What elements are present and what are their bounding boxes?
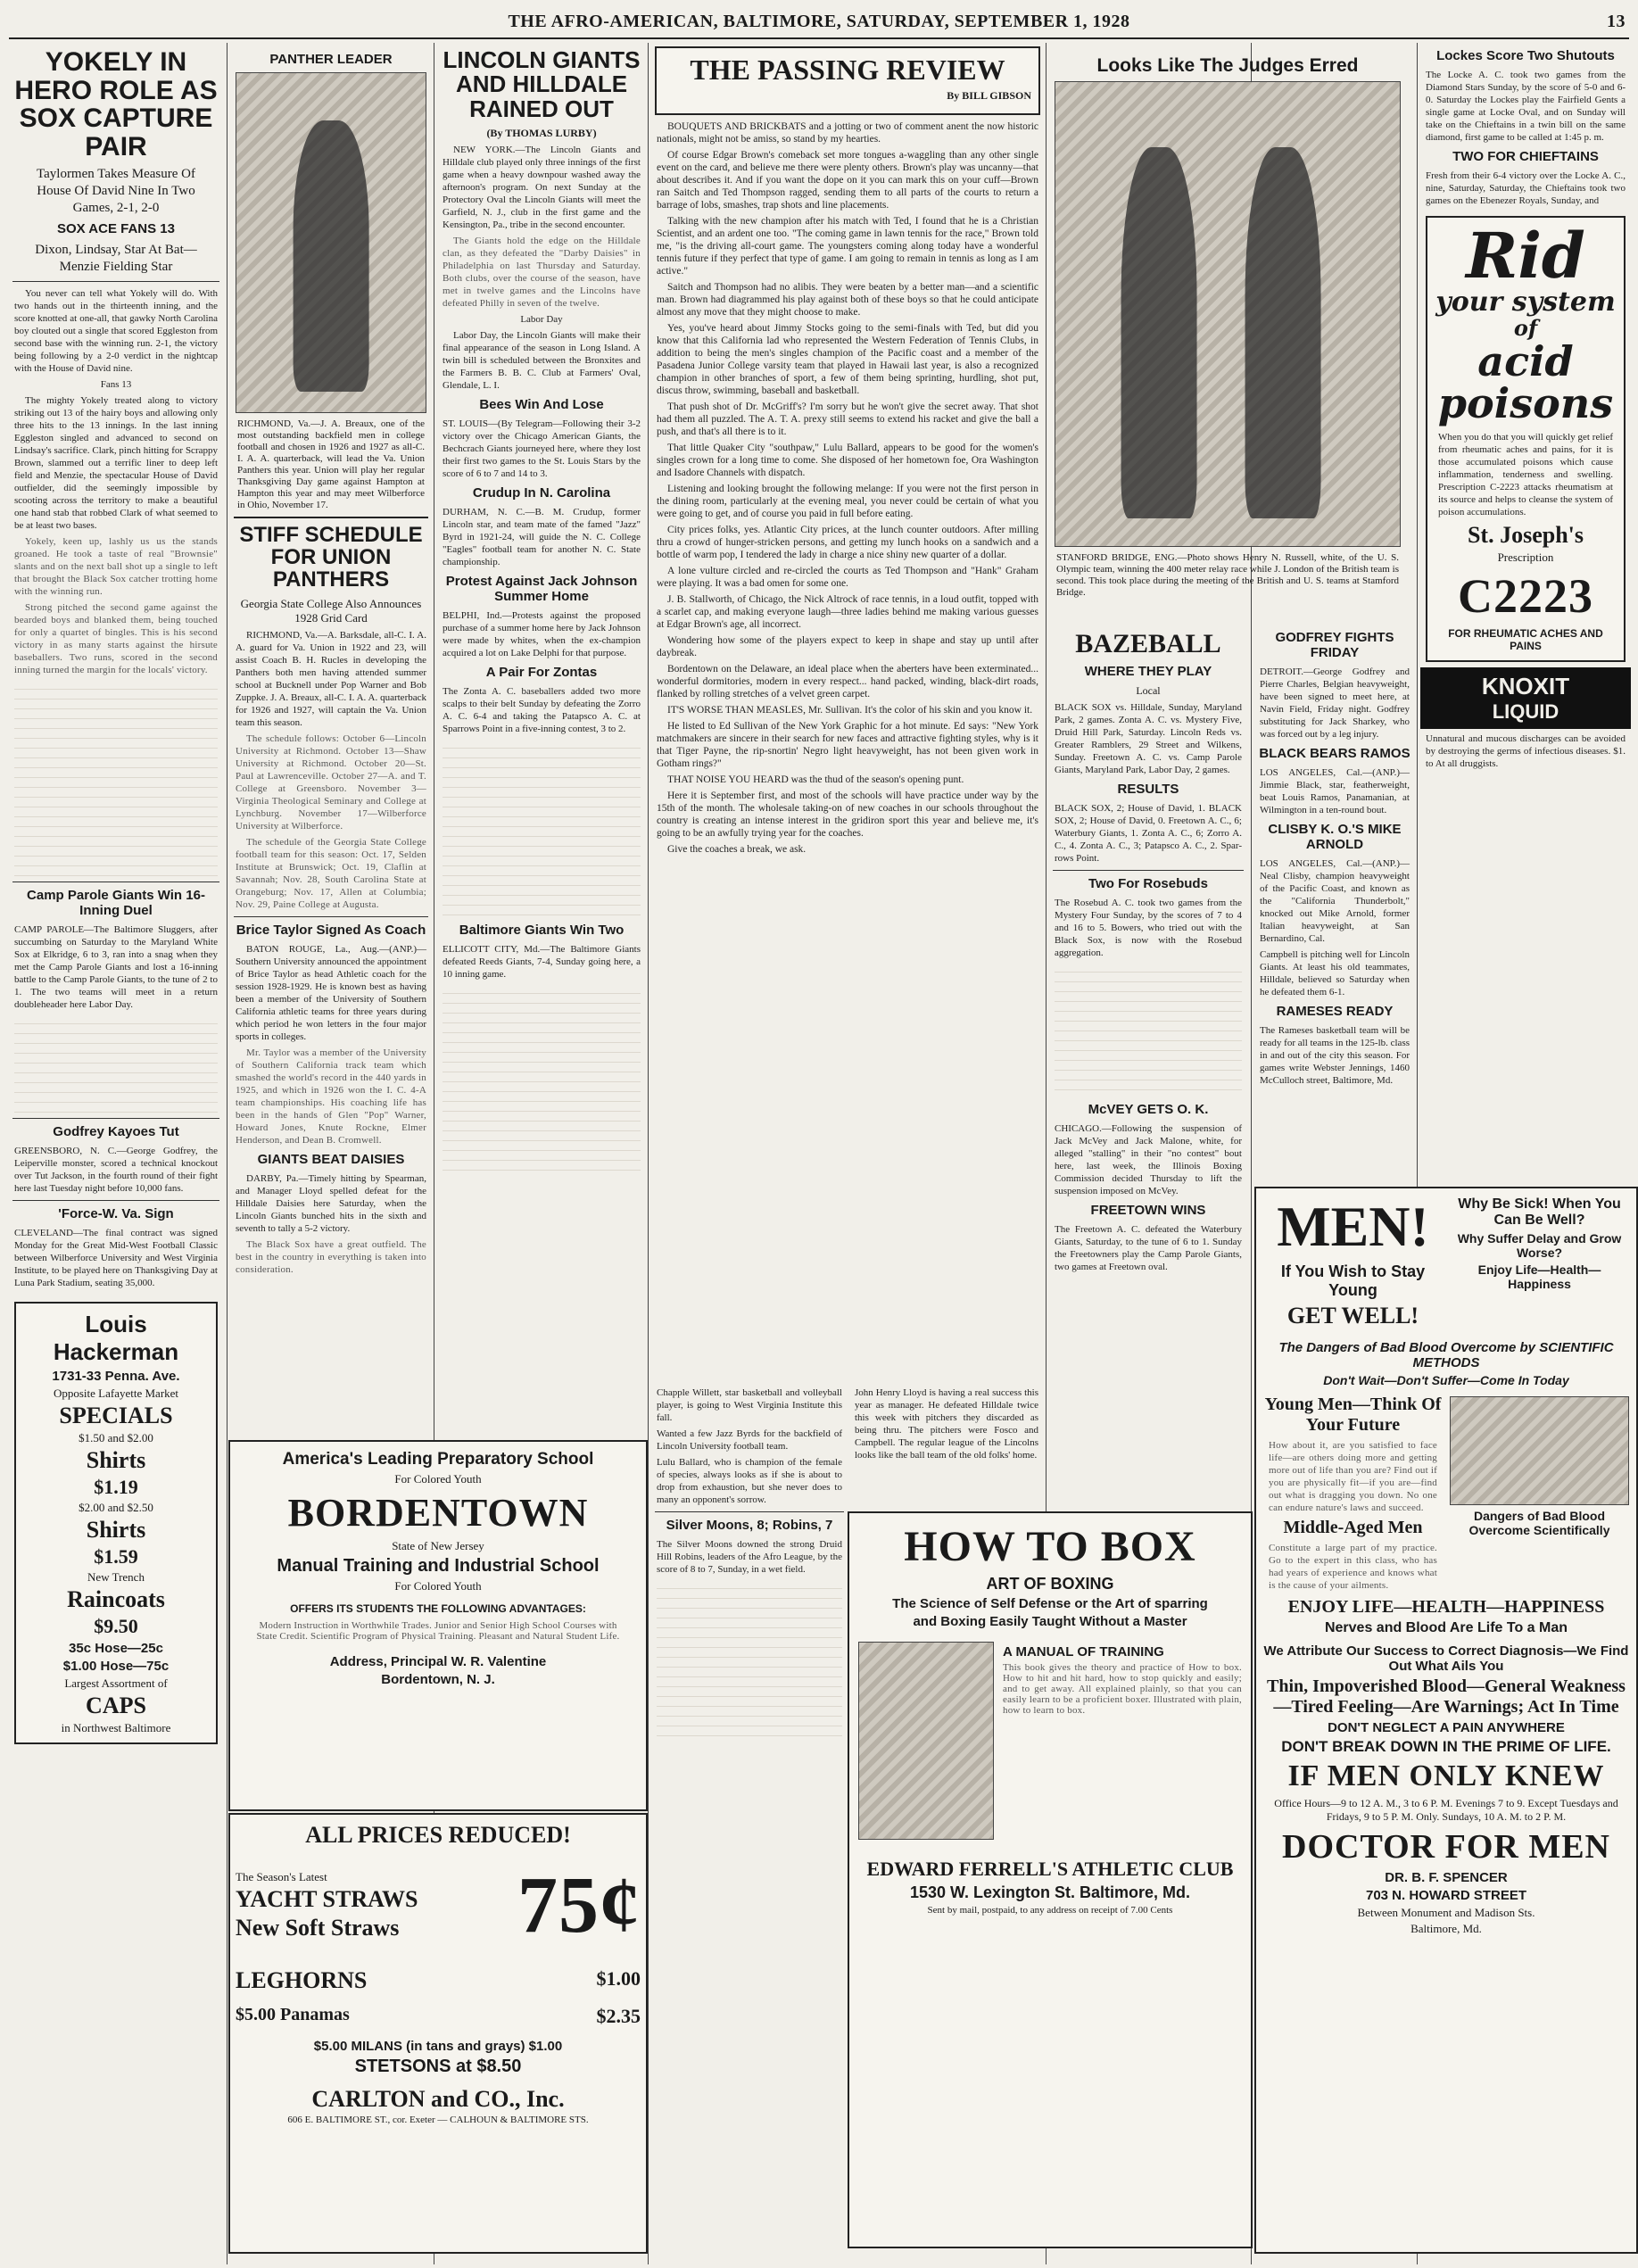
headline-godfrey-friday: GODFREY FIGHTS FRIDAY [1275, 630, 1394, 660]
headline-lockes: Lockes Score Two Shutouts [1436, 48, 1615, 63]
column-3 [437, 43, 646, 1435]
masthead [9, 7, 1629, 39]
ad-item: $5.00 Panamas [236, 2005, 350, 2024]
article-chieftains: Fresh from their 6-4 victory over the Locke A. C., nine, Saturday, Saturday, the Chieftains took two games on the Ebenezer Royals, Sunday, and [1426, 170, 1626, 206]
bazeball-column [1049, 625, 1247, 1508]
article-paragraph: THAT NOISE YOU HEARD was the thud of the season's opening punt. [667, 774, 964, 785]
column-6 [1254, 625, 1415, 1178]
ad-filler: Modern Instruction in Worthwhile Trades. Junior and Senior High School Courses with State Credit. Scientific Program of Physical Training. Pleasant and Natural Student Life. [256, 1620, 620, 1642]
how-to-box-ad [848, 1511, 1253, 2248]
ad-address: Bordentown, N. J. [381, 1672, 495, 1687]
ad-brand: KNOXIT [1481, 673, 1570, 700]
headline-union-panthers: STIFF SCHEDULE FOR UNION PANTHERS [239, 523, 423, 592]
column-rule [648, 43, 649, 2264]
deck-georgia: Georgia State College Also Announces 1928 Grid Card [240, 596, 422, 625]
article-lockes: The Locke A. C. took two games from the Diamond Stars Sunday, by the score of 5-0 and 6-0. Saturday the Lockes play the Fairfield Gents a single game at Locke Oval, and on Sunday will take on the Chieftains in a twin bill on the same diamond, first game to be called at 1:45 p. m. [1426, 70, 1626, 143]
ad-caps-line: Largest Assortment of [64, 1676, 168, 1690]
ad-hose: $1.00 Hose—75c [62, 1658, 170, 1674]
article-filler: Mr. Taylor was a member of the University of Southern California track team which smashed the world's record in the 440 yards in 1925, and which in 1926 won the I. C. 4-A team championships. His coaching life has been in the hands of Glen "Pop" Warner, Howard Jones, Knute Rockne, Elmer Henderson, and Dean B. Cromwell. [236, 1047, 426, 1146]
ad-line: Thin, Impoverished Blood—General Weakness—Tired Feeling—Are Warnings; Act In Time [1267, 1676, 1626, 1717]
ad-line: America's Leading Preparatory School [282, 1450, 594, 1469]
article-yokely [14, 287, 218, 676]
article-paragraph: BATON ROUGE, La., Aug.—(ANP.)—Southern University announced the appointment of Brice Taylor as head Athletic coach for the session 1928-1929. He is known best as having been a member of the University of Southern California athletic teams for three years during which period he won letters in the four major sports in colleges. [236, 944, 426, 1043]
ad-caps: CAPS [86, 1692, 146, 1718]
ad-store-name: CARLTON and CO., Inc. [311, 2086, 565, 2112]
article-paragraph: The mighty Yokely treated along to victory striking out 13 of the hairy boys and allowing only three hits to the 13 innings. In the last inning Eggleston singled and advanced to second on Lindsay's sacrifice. Clark, pinch hitting for Scrappy Brown, slammed out a terrific liner to deep left field and Menzie, the spectacular House of David outfielder, did the seemingly impossible by scooting across the territory to make a beautiful one hand stab that robbed Clark of what seemed to be at least two bases. [14, 394, 218, 531]
headline-black-bears: BLACK BEARS RAMOS [1259, 746, 1410, 761]
ad-item: Raincoats [67, 1585, 165, 1612]
article-subhead: Fans 13 [100, 378, 132, 390]
ad-address: Baltimore, Md. [1410, 1922, 1482, 1935]
headline-silver-moons: Silver Moons, 8; Robins, 7 [666, 1518, 833, 1533]
subhead-local: Local [1136, 683, 1161, 697]
ad-body: Unnatural and mucous discharges can be avoided by destroying the germs of infectious diseases. $1. to At all druggists. [1426, 733, 1626, 770]
ad-line: $5.00 MILANS (in tans and grays) $1.00 [313, 2039, 563, 2054]
ad-line: $1.50 and $2.00 [79, 1430, 153, 1444]
panther-leader-photo [236, 72, 426, 413]
article-where: BLACK SOX vs. Hilldale, Sunday, Maryland Park, 2 games. Zonta A. C. vs. Mystery Five, Druid Hill Park, Saturday. Lincoln Reds vs. Greater Ramblers, 29 Street and Wilkens, Sunday. Freetown A. C. vs. Camp Parole Giants, Maryland Park, Labor Day, 2 games. [1055, 701, 1242, 775]
ad-script: of [1513, 315, 1538, 341]
ad-item: Shirts [86, 1516, 146, 1543]
ad-name: DR. B. F. SPENCER [1385, 1870, 1508, 1885]
ad-price: $9.50 [94, 1614, 138, 1637]
article-daisies [236, 1172, 426, 1276]
passing-review [651, 43, 1044, 1203]
deck-yokely: Taylormen Takes Measure Of House Of David Nine In Two Games, 2-1, 2-0 [37, 167, 195, 215]
ad-body: When you do that you will quickly get relief from rheumatic aches and pains, for it is those accumulated poisons which cause inflammation, tenderness and swelling. Prescription C-2223 attacks rheumatism at its source and helps to cleanse the system of poison accumulations. [1438, 432, 1613, 518]
ad-line: We Attribute Our Success to Correct Diagnosis—We Find Out What Ails You [1263, 1643, 1629, 1674]
article-black-bears: LOS ANGELES, Cal.—(ANP.)—Jimmie Black, star, featherweight, beat Louis Ramos, Panamanian, at Wilmington in a ten-round bout. [1260, 767, 1410, 815]
short-lincoln: Wanted a few Jazz Byrds for the backfield of Lincoln University football team. [657, 1428, 842, 1452]
ad-line: New Trench [87, 1569, 145, 1584]
article-paragraph: IT'S WORSE THAN MEASLES, Mr. Sullivan. It's the color of his skin and you know it. [667, 704, 1033, 716]
article-force-wva: CLEVELAND—The final contract was signed Monday for the Great Mid-West Football Classic between Wilberforce University and West Virginia Institute, to be played here on Thanksgiving Day at Luna Park Stadium, seating 35,000. [14, 1227, 218, 1288]
article-filler: The schedule follows: October 6—Lincoln University at Richmond. October 13—Shaw University at Richmond. October 20—St. Paul at Lawrenceville. October 27—A. and T. College at Greensboro. November 3—Virginia Theological Seminary and College at Lynchburg. November 17—Wilberforce University at Wilberforce. [236, 733, 426, 832]
ad-price: $1.00 [596, 1967, 641, 1990]
headline-brice-taylor: Brice Taylor Signed As Coach [236, 923, 426, 939]
ad-club: EDWARD FERRELL'S ATHLETIC CLUB [866, 1858, 1234, 1880]
article-rameses: The Rameses basketball team will be ready for all teams in the 125-lb. class in and out of the city this season. For games write Webster Jennings, 1460 McCulloch street, Baltimore, Md. [1260, 1025, 1410, 1086]
box-score [14, 680, 218, 876]
headline-daisies: GIANTS BEAT DAISIES [257, 1152, 405, 1168]
box-score [443, 984, 641, 1171]
article-results: BLACK SOX, 2; House of David, 1. BLACK SOX, 2; House of David, 0. Freetown A. C., 6; Waterbury Giants, 1. Zonta A. C., 6; Zorro A. C., 4. Zonta A. C., 3; Patapsco A. C., 2. Spar-rows Point. [1055, 802, 1242, 864]
article-clisby: LOS ANGELES, Cal.—(ANP.)—Neal Clisby, champion heavyweight of the Pacific Coast, and known as the "California Thunderbolt," knocked out Mike Arnold, former Italian heavyweight, at San Bernardino, Cal. [1260, 858, 1410, 944]
article-bees: ST. LOUIS—(By Telegram—Following their 3-2 victory over the Chicago American Giants, the Bechcrach Giants journeyed here, where they lost their first two games to the St. Louis Stars by the score of 6 to 7 and 14 to 3. [443, 418, 641, 479]
article-paragraph: Here it is September first, and most of the schools will have practice under way by the 15th of the month. The wholesale taking-on of new coaches in our schools throughout the country is creating an intense interest in the gridiron sport this year and believe me, it's going to be an awfully trying year for the coaches. [657, 790, 1038, 839]
book-cover-image [858, 1642, 994, 1840]
ad-image [1450, 1396, 1629, 1505]
article-paragraph: NEW YORK.—The Lincoln Giants and Hilldale club played only three innings of the first game when a heavy downpour washed away the afternoon's program. On next Sunday at the Protectory Oval the Lincoln Giants will meet the Garfield, N. J., club in the first game and the Kensington, Pa., tribe in the second encounter. [443, 144, 641, 230]
rid-poisons-ad [1426, 216, 1626, 662]
article-paragraph: That push shot of Dr. McGriff's? I'm sorry but he won't give the secret away. That shot had them all puzzled. The A. T. A. prexy still seems to extend his racket and give the ball a push, and that's all there is to it. [657, 401, 1038, 437]
ad-address: Between Monument and Madison Sts. [1357, 1906, 1535, 1919]
article-paragraph: Of course Edgar Brown's comeback set more tongues a-waggling than any other single event on the card, and believe me there were plenty others. Brown's play was uncanny—that about describes it. And if you want the dope on it you can mark this on your cuff—Brown ran Saitch and Ted Thompson ragged, sending them to all parts of the courts to return a barrage of lobs, smashes, trap shots and line placements. [657, 149, 1038, 211]
ad-line: FOR RHEUMATIC ACHES AND PAINS [1448, 627, 1603, 653]
ad-postage: Sent by mail, postpaid, to any address on receipt of 7.00 Cents [927, 1905, 1173, 1916]
headline-clisby: CLISBY K. O.'S MIKE ARNOLD [1268, 822, 1402, 852]
subhead-results: RESULTS [1117, 781, 1179, 797]
ad-address: 1530 W. Lexington St. Baltimore, Md. [909, 1883, 1191, 1901]
article-paragraph: Give the coaches a break, we ask. [667, 843, 807, 855]
article-mcvey: CHICAGO.—Following the suspension of Jack McVey and Jack Malone, white, for alleged "stalling" in their "no contest" bout here, last week, the Illinois Boxing Commission decided Thursday to lift the suspension imposed on McVey. [1055, 1122, 1242, 1196]
ad-script: poisons [1437, 379, 1614, 428]
article-paragraph: Saitch and Thompson had no alibis. They were beaten by a better man—and a scientific man. Brown had diagrammed his play against both of these boys so that he could anticipate almost any move that they might choose to make. [657, 281, 1038, 318]
box-score [443, 739, 641, 917]
headline-zontas: A Pair For Zontas [485, 664, 598, 680]
ad-title: HOW TO BOX [904, 1523, 1196, 1570]
article-godfrey: GREENSBORO, N. C.—George Godfrey, the Leiperville monster, scored a technical knockout over Tut Jackson, in the fourth round of their fight here last Tuesday night before 10,000 fans. [14, 1145, 218, 1194]
article-rosebuds: The Rosebud A. C. took two games from the Mystery Four Sunday, by the scores of 7 to 4 and 16 to 5. Bowers, who tried out with the Black Sox, is now with the Rosebud aggregation. [1055, 897, 1242, 958]
shorts-left [651, 1383, 848, 1847]
ad-line: Why Suffer Delay and Grow Worse? [1457, 1231, 1622, 1260]
bordentown-name: BORDENTOWN [287, 1491, 589, 1535]
short-lulu: Lulu Ballard, who is champion of the female of species, always looks as if she is about to drop from exhaustion, but she never does to many an opponent's sorrow. [657, 1457, 842, 1505]
article-paragraph: Yes, you've heard about Jimmy Stocks going to the semi-finals with Ted, but did you know that this California lad who represented the Western Federation of Tennis Clubs, in addition to being the men's singles champion of the Pacific coast and a member of the Pasadena Junior College varsity team that played in Hawaii last year, is also a recognized champion in other branches of sport, a few of them being sprinting, hurdling, shot put, discus throw, swimming, baseball and basketball. [657, 322, 1038, 396]
masthead-title: THE AFRO-AMERICAN, BALTIMORE, SATURDAY, SEPTEMBER 1, 1928 [508, 12, 1130, 31]
photo-caption-judges: STANFORD BRIDGE, ENG.—Photo shows Henry N. Russell, white, of the U. S. Olympic team, winning the 400 meter relay race while J. London of the British team is second. This took place during the meeting of the British and U. S. teams at Stamford Bridge. [1056, 552, 1399, 599]
ad-line: For Colored Youth [394, 1472, 482, 1486]
ad-address: 1731-33 Penna. Ave. [52, 1368, 180, 1384]
column-rule [227, 43, 228, 2264]
short-lloyd: John Henry Lloyd is having a real success this year as manager. He defeated Hilldale twice this week with pitchers they discarded as being thru. The pitchers were Fosco and Campbell. The regular league of the Lincolns looks like the ball team of the old folks' home. [855, 1387, 1038, 1461]
article-crudup: DURHAM, N. C.—B. M. Crudup, former Lincoln star, and team mate of the famed "Jazz" Byrd in 1921-24, will guide the N. C. College "Eagles" football team for another N. C. State championship. [443, 506, 641, 567]
subdeck-dixon: Dixon, Lindsay, Star At Bat—Menzie Fielding Star [35, 243, 197, 274]
article-paragraph: Wondering how some of the players expect to keep in shape and stay up until after daybreak. [657, 634, 1038, 658]
article-paragraph: Bordentown on the Delaware, an ideal place when the aberters have been exterminated... wonderful dormitories, modern in every respect... hand packed, winding, black-dirt roads, flanked by rolling stretches of a velvet green carpet. [657, 663, 1038, 699]
article-paragraph: He listed to Ed Sullivan of the New York Graphic for a hot minute. Ed says: "New York matchmakers are sincere in their search for new faces and attractive fighting styles, why is it that Tiger Payne, the rip-snortin' Negro light heavyweight, has not been given work in Gotham rings?" [657, 720, 1038, 769]
headline-camp-parole: Camp Parole Giants Win 16-Inning Duel [27, 887, 205, 918]
article-lincoln-giants [443, 144, 641, 392]
article-zontas: The Zonta A. C. baseballers added two more scalps to their belt Sunday by defeating the Zorro A. C. 6-4 and taking the Patapsco A. C. at Sparrows Point in a five-inning contest, 3 to 2. [443, 685, 641, 734]
article-paragraph: Talking with the new champion after his match with Ted, I found that he is a Christian Scientist, and an ardent one too. "The coming game in lawn tennis for the race," Brown told me, "is the driving all-court game. The youngsters coming along today have a wonderful tennis future if they perfect that type of game. I am going to remain in tennis as long as I am active." [657, 215, 1038, 277]
headline-mcvey: McVEY GETS O. K. [1088, 1101, 1209, 1117]
short-chapple: Chapple Willett, star basketball and volleyball player, is going to West Virginia Institute this fall. [657, 1387, 842, 1423]
headline-godfrey: Godfrey Kayoes Tut [53, 1123, 179, 1139]
headline-lincoln-giants: LINCOLN GIANTS AND HILLDALE RAINED OUT [443, 46, 641, 122]
headline-judges: Looks Like The Judges Erred [1096, 55, 1359, 76]
ad-manual: A MANUAL OF TRAINING [1003, 1644, 1164, 1660]
byline-lurby: (By THOMAS LURBY) [486, 126, 597, 139]
judges-erred [1049, 43, 1406, 614]
article-protest: BELPHI, Ind.—Protests against the proposed purchase of a summer home here by Jack Johnson were made by whites, when the ex-champion acquired a lot on Lake Delphi for that purpose. [443, 609, 641, 658]
ad-store-name: Louis Hackerman [53, 1310, 179, 1365]
ad-hose: 35c Hose—25c [69, 1640, 163, 1656]
ad-big-price: 75¢ [517, 1861, 641, 1949]
ad-filler: Constitute a large part of my practice. Go to the expert in this class, who has had years of experience and knows what is the cause of your ailments. [1269, 1543, 1437, 1591]
shorts-right [849, 1383, 1044, 1508]
article-freetown: The Freetown A. C. defeated the Waterbury Giants, Saturday, to the tune of 6 to 1. Sunday the Freetowners play the Camp Parole Giants, two games at Freetown oval. [1055, 1223, 1242, 1272]
headline-bazeball: BAZEBALL [1075, 629, 1221, 658]
ad-specials: SPECIALS [59, 1402, 173, 1428]
box-score [14, 1014, 218, 1113]
article-paragraph: DARBY, Pa.—Timely hitting by Spearman, and Manager Lloyd spelled defeat for the Hilldale Daisies here Saturday, when the Lincoln Giants bunched hits in the sixth and seventh to tally a 5-2 victory. [236, 1173, 426, 1235]
ad-line: State of New Jersey [392, 1539, 484, 1552]
ad-address: Address, Principal W. R. Valentine [329, 1654, 547, 1669]
headline-yokely: YOKELY IN HERO ROLE AS SOX CAPTURE PAIR [14, 47, 218, 161]
article-baltimore-giants: ELLICOTT CITY, Md.—The Baltimore Giants defeated Reeds Giants, 7-4, Sunday going here, a 10 inning game. [443, 943, 641, 980]
ad-caps-line: in Northwest Baltimore [61, 1720, 171, 1734]
ad-headline: IF MEN ONLY KNEW [1287, 1759, 1605, 1792]
headline-protest: Protest Against Jack Johnson Summer Home [445, 573, 638, 604]
ad-item: YACHT STRAWS [236, 1885, 418, 1912]
ad-doctor: DOCTOR FOR MEN [1282, 1828, 1610, 1866]
article-paragraph: BOUQUETS AND BRICKBATS and a jotting or two of comment anent the now historic nationals, might not be amiss, so stand by my hearties. [657, 120, 1038, 145]
headline-crudup: Crudup In N. Carolina [472, 484, 611, 501]
ad-brand: St. Joseph's [1467, 522, 1584, 549]
ad-filler: How about it, are you satisfied to face life—are others doing more and getting more out of life than you are? Find out if you are physically fit—if you are—find out what is dragging you down. No one can endure nature's laws and succeed. [1269, 1440, 1437, 1513]
subhead-sox-ace: SOX ACE FANS 13 [57, 221, 175, 237]
ad-line: $2.00 and $2.50 [79, 1500, 153, 1514]
passing-review-body [657, 120, 1038, 856]
ad-line: LIQUID [1492, 700, 1559, 724]
ad-headline: ALL PRICES REDUCED! [305, 1822, 571, 1848]
article-silver-moons: The Silver Moons downed the strong Druid Hill Robins, leaders of the Afro League, by the score of 8 to 7, Sunday, in a wet field. [657, 1539, 842, 1575]
ad-line: STETSONS at $8.50 [354, 2057, 522, 2076]
article-filler: Strong pitched the second game against the bearded boys and blanked them, being touched for only a quartet of bingles. This is his second victory in as many starts against the hirsute baseballers. Two runs, scored in the second inning turned the margin for the locals' victory. [14, 601, 218, 675]
article-paragraph: That little Quaker City "southpaw," Lulu Ballard, appears to be good for the women's singles crown for a long time to come. She disposed of her hometown foe, Ora Washington and Isadore Channels with dispatch. [657, 442, 1038, 478]
article-paragraph: RICHMOND, Va.—A. Barksdale, all-C. I. A. A. guard for Va. Union in 1922 and 23, will assist Coach B. H. Rucles in developing the Panthers both men having attended summer school at Bucknell under Pop Warner and Bob Zuppke. J. A. Breaux, all-C. I. A. A. quarterback for 1926 and 1927, will captain the Va. Union team this season. [236, 630, 426, 729]
article-filler: Yokely, keen up, lashly us us the stands groaned. He took a taste of real "Brownsie" slants and on the next ball shot up a single to left that brought the Black Sox catcher trotting home with the winning run. [14, 535, 218, 597]
ad-line: Middle-Aged Men [1283, 1518, 1423, 1537]
column-1 [9, 43, 223, 2264]
page-number: 13 [1607, 12, 1626, 31]
headline-passing-review: THE PASSING REVIEW [690, 54, 1005, 86]
headline-force-wva: 'Force-W. Va. Sign [58, 1205, 174, 1221]
ad-line: The Science of Self Defense or the Art of sparring [892, 1596, 1208, 1611]
carlton-ad [228, 1813, 648, 2254]
headline-chieftains: TWO FOR CHIEFTAINS [1452, 149, 1599, 164]
headline-rameses: RAMESES READY [1276, 1004, 1394, 1019]
relay-race-photo [1055, 81, 1401, 547]
ad-line: DON'T NEGLECT A PAIN ANYWHERE [1328, 1720, 1565, 1735]
ad-line: Nerves and Blood Are Life To a Man [1324, 1620, 1568, 1635]
ad-line: Prescription [1497, 550, 1554, 565]
ad-item: Shirts [86, 1446, 146, 1473]
ad-price: $1.59 [94, 1544, 138, 1568]
headline-baltimore-giants: Baltimore Giants Win Two [459, 922, 625, 938]
ad-line: Enjoy Life—Health—Happiness [1477, 1262, 1601, 1291]
article-paragraph: Listening and looking brought the following melange: If you were not the first person in the dining room, particularly at the evening meal, you never could be certain of what you were going to get, and of course you paid in full before eating. [657, 483, 1038, 519]
box-score [1055, 963, 1242, 1097]
article-filler: The Black Sox have a great outfield. The best in the country in everything is taken into consideration. [236, 1239, 426, 1276]
article-godfrey-friday: DETROIT.—George Godfrey and Pierre Charles, Belgian heavyweight, have been signed to meet here, at Navin Field, Friday night. Godfrey substituting for Jack Sharkey, who was forced out by a leg injury. [1260, 666, 1410, 740]
ad-script: acid [1477, 336, 1574, 385]
ad-price: $1.19 [94, 1475, 138, 1498]
headline-freetown: FREETOWN WINS [1090, 1202, 1206, 1218]
article-filler: The schedule of the Georgia State College football team for this season: Oct. 17, Selden Institute at Brunswick; Oct. 19, Claflin at Savannah; Nov. 28, South Carolina State at Orangeburg; Nov. 17, Allen at Columbia; Nov. 29, Paine College at Augusta. [236, 837, 426, 911]
ad-line: The Season's Latest [236, 1869, 327, 1883]
ad-script: Rid [1466, 219, 1585, 293]
article-paragraph: City prices folks, yes. Atlantic City prices, at the lunch counter outdoors. After milling thru a crowd of hunger-stricken persons, and getting my lunch hooks on a sandwich and a bottle of warm pop, I tendered the lady in charge a nice shiny new quarter of a dollar. [657, 524, 1038, 560]
column-7 [1420, 43, 1631, 953]
ad-line: Manual Training and Industrial School [277, 1556, 600, 1576]
ad-line: If You Wish to Stay Young [1280, 1262, 1426, 1299]
article-subhead: Labor Day [520, 313, 563, 325]
bordentown-ad [228, 1440, 648, 1811]
ad-price: $2.35 [596, 2005, 641, 2027]
ad-line: Dangers of Bad Blood Overcome Scientifically [1468, 1509, 1610, 1537]
ad-item: New Soft Straws [236, 1914, 400, 1941]
ad-address: 703 N. HOWARD STREET [1365, 1888, 1527, 1903]
headline-bees: Bees Win And Lose [479, 396, 604, 412]
ad-line: GET WELL! [1286, 1303, 1419, 1329]
ad-filler: This book gives the theory and practice of How to box. How to hit and hit hard, how to stop quickly and easily; and to get away. All explained plainly, so that you can easily learn to be a proficient boxer. Illustrated with plain, how to learn to box. [1003, 1662, 1242, 1716]
knoxit-banner [1420, 667, 1631, 729]
headline-rosebuds: Two For Rosebuds [1088, 875, 1208, 891]
article-filler: The Giants hold the edge on the Hilldale clan, as they defeated the "Darby Daisies" in Philadelphia on last Thursday and Saturday. Both clubs, over the course of the season, have met in twelve games and the Lincolns have defeated Philly in seven of the twelve. [443, 235, 641, 309]
article-camp-parole: CAMP PAROLE—The Baltimore Sluggers, after succumbing on Saturday to the Maryland White Sox at Elkridge, 6 to 3, ran into a snag when they met the Camp Parole Giants and lost a 16-inning battle to the Camp Parole Giants, to the tune of 2 to 1. The two teams will meet in a return doubleheader here Labor Day. [14, 923, 218, 1010]
ad-address: 606 E. BALTIMORE ST., cor. Exeter — CALHOUN & BALTIMORE STS. [287, 2115, 589, 2125]
hackerman-ad [14, 1302, 218, 1744]
ad-line: For Colored Youth [394, 1579, 482, 1593]
ad-headline: MEN! [1277, 1195, 1429, 1258]
article-paragraph: Labor Day, the Lincoln Giants will make their final appearance of the season in Long Island. A twin bill is scheduled between the Bronxites and the Farmers B. B. C. Club at Farmers' Oval, Glendale, L. I. [443, 329, 641, 391]
ad-item: LEGHORNS [236, 1967, 368, 1993]
ad-line: DON'T BREAK DOWN IN THE PRIME OF LIFE. [1281, 1738, 1611, 1755]
photo-label: PANTHER LEADER [269, 52, 393, 67]
byline-gibson: By BILL GIBSON [947, 88, 1031, 102]
photo-caption: RICHMOND, Va.—J. A. Breaux, one of the most outstanding backfield men in college football and chosen in 1926 and 1927 as all-C. I. A. A. quarterback, will lead the Va. Union Panthers this year. Union will play her regular Thanksgiving Day game against Hampton at Hampton this year and may meet Wilberforce in Ohio, November 17. [237, 418, 425, 510]
article-paragraph: You never can tell what Yokely will do. With two hands out in the thirteenth inning, and the score knotted at one-all, that gawky North Carolina boy clouted out a single that scored Eggleston from second base with the winning run. 2-1, the victory being following by a 2-0 verdict in the nightcap with the House of David nine. [14, 287, 218, 374]
ad-subtitle: ART OF BOXING [986, 1575, 1114, 1593]
ad-script: your system [1435, 286, 1616, 318]
ad-hours: Office Hours—9 to 12 A. M., 3 to 6 P. M. Evenings 7 to 9. Except Tuesdays and Fridays, 9 to 5 P. M. Only. Sundays, 10 A. M. to 2 P. M. [1274, 1797, 1618, 1823]
ad-line: Don't Wait—Don't Suffer—Come In Today [1323, 1373, 1569, 1387]
ad-line: and Boxing Easily Taught Without a Master [913, 1614, 1187, 1629]
ad-code: C2223 [1458, 569, 1593, 624]
ad-line: Young Men—Think Of Your Future [1264, 1395, 1442, 1435]
subhead-where: WHERE THEY PLAY [1084, 663, 1212, 679]
article-paragraph: A lone vulture circled and re-circled the courts as Ted Thompson and "Hank" Graham were playing. It was a bad omen for some one. [657, 565, 1038, 589]
ad-line: Why Be Sick! When You Can Be Well? [1458, 1196, 1621, 1228]
ad-offers: OFFERS ITS STUDENTS THE FOLLOWING ADVANTAGES: [290, 1602, 586, 1615]
ad-near: Opposite Lafayette Market [53, 1386, 179, 1400]
article-brice-taylor [236, 943, 426, 1146]
men-ad [1254, 1187, 1638, 2254]
article-union-panthers [236, 629, 426, 911]
article-paragraph: J. B. Stallworth, of Chicago, the Nick Altrock of race tennis, in a loud outfit, topped with a scarlet cap, and making everyone laugh—three ladies behind me making various guesses at Edgar Brown's age, all incorrect. [657, 593, 1038, 630]
ad-line: ENJOY LIFE—HEALTH—HAPPINESS [1287, 1597, 1605, 1617]
short-campbell: Campbell is pitching well for Lincoln Giants. At least his old teammates, Hilldale, believed so Saturday when he defeated them 6-1. [1260, 949, 1410, 997]
box-score [657, 1579, 842, 1740]
ad-line: The Dangers of Bad Blood Overcome by SCIENTIFIC METHODS [1278, 1340, 1614, 1370]
